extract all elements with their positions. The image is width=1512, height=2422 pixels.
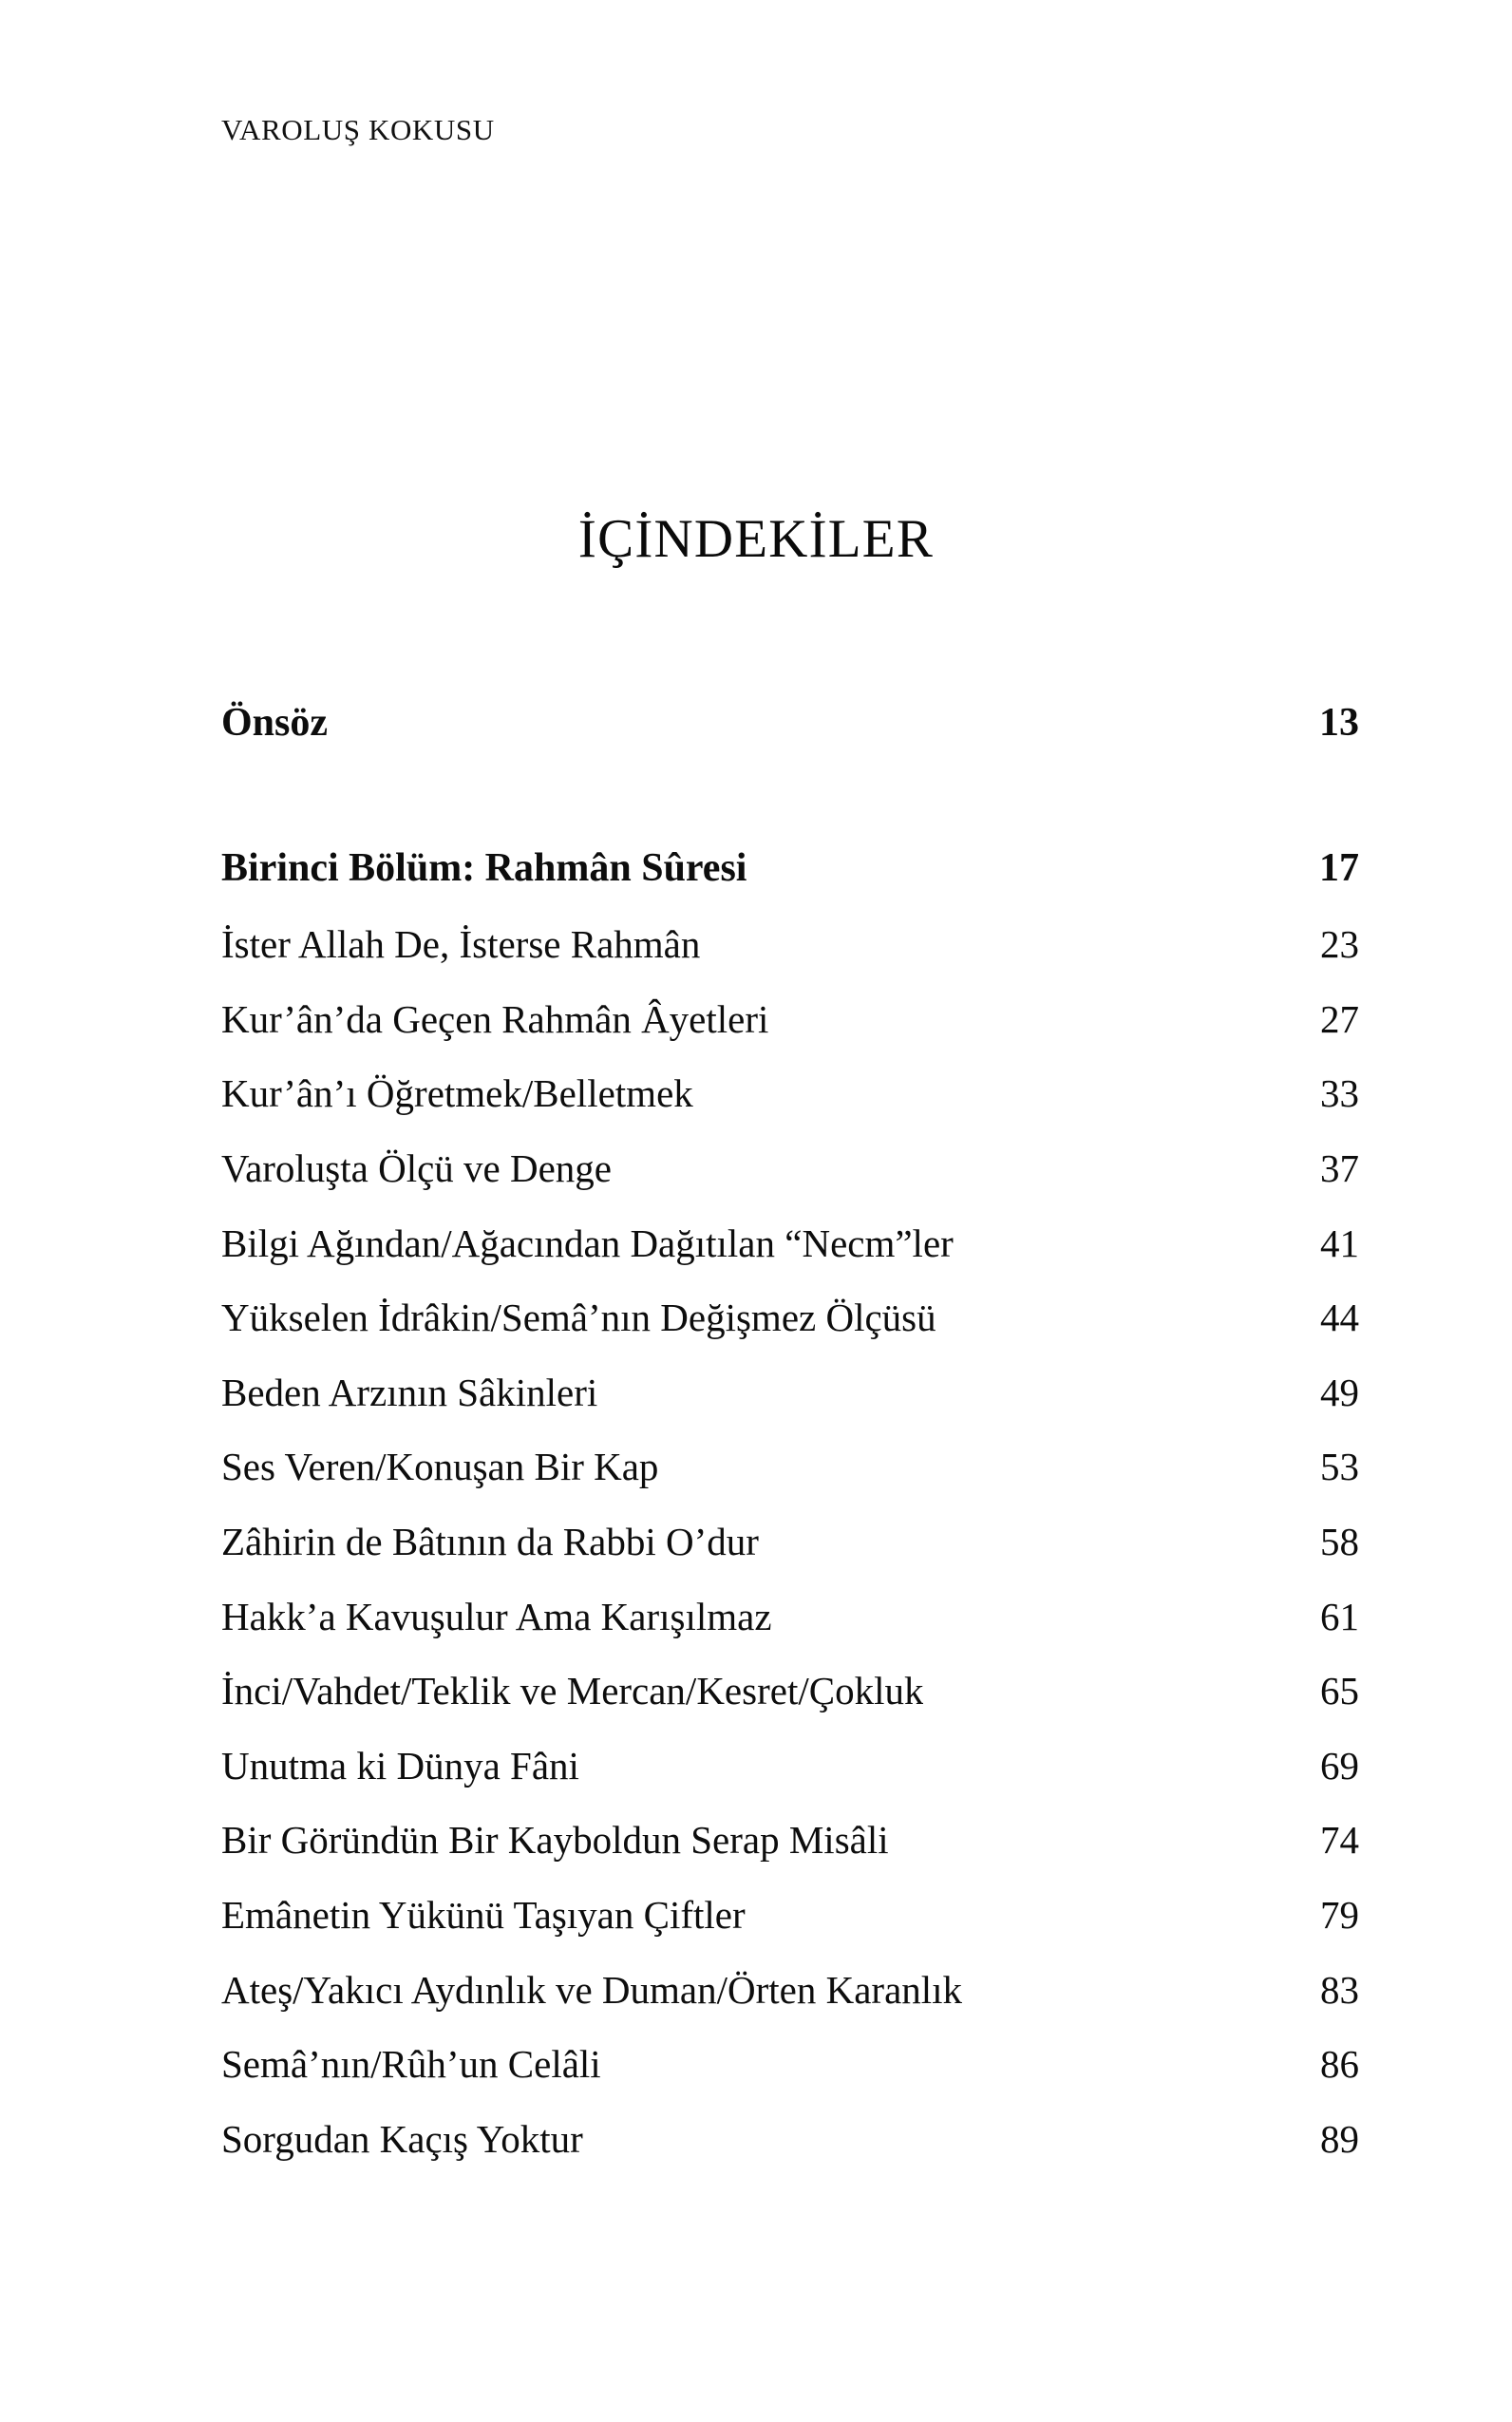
toc-entry-page-number: 53 xyxy=(1320,1445,1359,1489)
toc-entry[interactable] xyxy=(221,1355,1359,1430)
toc-entry-label: Bilgi Ağından/Ağacından Dağıtılan “Necm”ler xyxy=(221,1220,954,1265)
toc-leader-dots xyxy=(962,1964,1308,2003)
toc-leader-dots xyxy=(658,1441,1308,1480)
toc-entry[interactable] xyxy=(221,1878,1359,1953)
toc-leader-dots xyxy=(700,918,1308,957)
toc-entry-label: Unutma ki Dünya Fâni xyxy=(221,1743,579,1788)
toc-entry-label: Kur’ân’ı Öğretmek/Belletmek xyxy=(221,1071,693,1116)
toc-entry[interactable] xyxy=(221,1729,1359,1804)
toc-leader-dots xyxy=(612,1143,1308,1182)
toc-entry[interactable] xyxy=(221,1056,1359,1131)
toc-entry-page-number: 17 xyxy=(1319,845,1359,890)
toc-entry-page-number: 27 xyxy=(1320,996,1359,1041)
toc-leader-dots xyxy=(328,695,1319,735)
toc-entry-page-number: 83 xyxy=(1320,1967,1359,2012)
toc-entry-page-number: 58 xyxy=(1320,1519,1359,1563)
toc-entry[interactable] xyxy=(221,1580,1359,1655)
toc-entry-label: Yükselen İdrâkin/Semâ’nın Değişmez Ölçüsü xyxy=(221,1296,936,1340)
toc-leader-dots xyxy=(601,2038,1308,2077)
toc-entry[interactable] xyxy=(221,1429,1359,1504)
toc-entry-page-number: 23 xyxy=(1320,922,1359,967)
toc-leader-dots xyxy=(772,1591,1308,1630)
toc-entry[interactable] xyxy=(221,1206,1359,1281)
toc-leader-dots xyxy=(747,841,1319,880)
toc-entry[interactable] xyxy=(221,982,1359,1057)
toc-entry[interactable] xyxy=(221,1654,1359,1729)
toc-entry-label: Hakk’a Kavuşulur Ama Karışılmaz xyxy=(221,1594,772,1638)
toc-entry-page-number: 44 xyxy=(1320,1296,1359,1340)
toc-entry-page-number: 49 xyxy=(1320,1370,1359,1414)
toc-entry[interactable] xyxy=(221,831,1359,906)
toc-entry-label: Ses Veren/Konuşan Bir Kap xyxy=(221,1445,659,1489)
toc-entry-label: Kur’ân’da Geçen Rahmân Âyetleri xyxy=(221,996,769,1041)
toc-entry-page-number: 89 xyxy=(1320,2116,1359,2161)
table-of-contents-list xyxy=(221,686,1359,2176)
toc-entry-page-number: 37 xyxy=(1320,1145,1359,1190)
toc-entry-page-number: 86 xyxy=(1320,2042,1359,2087)
toc-entry-page-number: 61 xyxy=(1320,1594,1359,1638)
toc-entry-label: Birinci Bölüm: Rahmân Sûresi xyxy=(221,845,747,890)
toc-leader-dots xyxy=(579,1740,1308,1779)
toc-entry-label: Semâ’nın/Rûh’un Celâli xyxy=(221,2042,601,2087)
toc-entry[interactable] xyxy=(221,1803,1359,1878)
toc-entry[interactable] xyxy=(221,1280,1359,1355)
toc-leader-dots xyxy=(923,1665,1308,1704)
toc-leader-dots xyxy=(746,1889,1308,1928)
toc-entry-page-number: 41 xyxy=(1320,1220,1359,1265)
toc-entry[interactable] xyxy=(221,1953,1359,2028)
toc-entry-page-number: 65 xyxy=(1320,1669,1359,1713)
toc-entry[interactable] xyxy=(221,907,1359,982)
toc-leader-dots xyxy=(759,1516,1308,1555)
toc-leader-dots xyxy=(693,1068,1308,1107)
toc-entry-label: Emânetin Yükünü Taşıyan Çiftler xyxy=(221,1892,746,1937)
toc-leader-dots xyxy=(768,993,1308,1032)
toc-entry-page-number: 79 xyxy=(1320,1892,1359,1937)
toc-leader-dots xyxy=(597,1367,1308,1406)
toc-entry[interactable] xyxy=(221,1504,1359,1580)
toc-entry-page-number: 69 xyxy=(1320,1743,1359,1788)
toc-entry-page-number: 74 xyxy=(1320,1818,1359,1863)
toc-leader-dots xyxy=(889,1814,1308,1853)
toc-entry-label: Önsöz xyxy=(221,701,329,745)
toc-entry-label: Beden Arzının Sâkinleri xyxy=(221,1370,598,1414)
toc-entry-label: İster Allah De, İsterse Rahmân xyxy=(221,922,701,967)
toc-entry-page-number: 13 xyxy=(1319,701,1359,745)
toc-entry[interactable] xyxy=(221,2027,1359,2102)
toc-entry-page-number: 33 xyxy=(1320,1071,1359,1116)
toc-entry-label: Ateş/Yakıcı Aydınlık ve Duman/Örten Karanlık xyxy=(221,1967,963,2012)
toc-leader-dots xyxy=(954,1218,1308,1257)
toc-entry-label: İnci/Vahdet/Teklik ve Mercan/Kesret/Çokluk xyxy=(221,1669,924,1713)
toc-entry-label: Zâhirin de Bâtının da Rabbi O’dur xyxy=(221,1519,759,1563)
toc-entry[interactable] xyxy=(221,686,1359,761)
toc-entry[interactable] xyxy=(221,2102,1359,2177)
toc-leader-dots xyxy=(936,1292,1308,1331)
toc-entry-label: Sorgudan Kaçış Yoktur xyxy=(221,2116,583,2161)
toc-leader-dots xyxy=(583,2113,1308,2152)
page-title: İÇİNDEKİLER xyxy=(577,509,935,569)
toc-entry-label: Bir Göründün Bir Kayboldun Serap Misâli xyxy=(221,1818,889,1863)
toc-entry[interactable] xyxy=(221,1131,1359,1206)
running-header: VAROLUŞ KOKUSU xyxy=(221,113,495,146)
toc-entry-label: Varoluşta Ölçü ve Denge xyxy=(221,1145,613,1190)
